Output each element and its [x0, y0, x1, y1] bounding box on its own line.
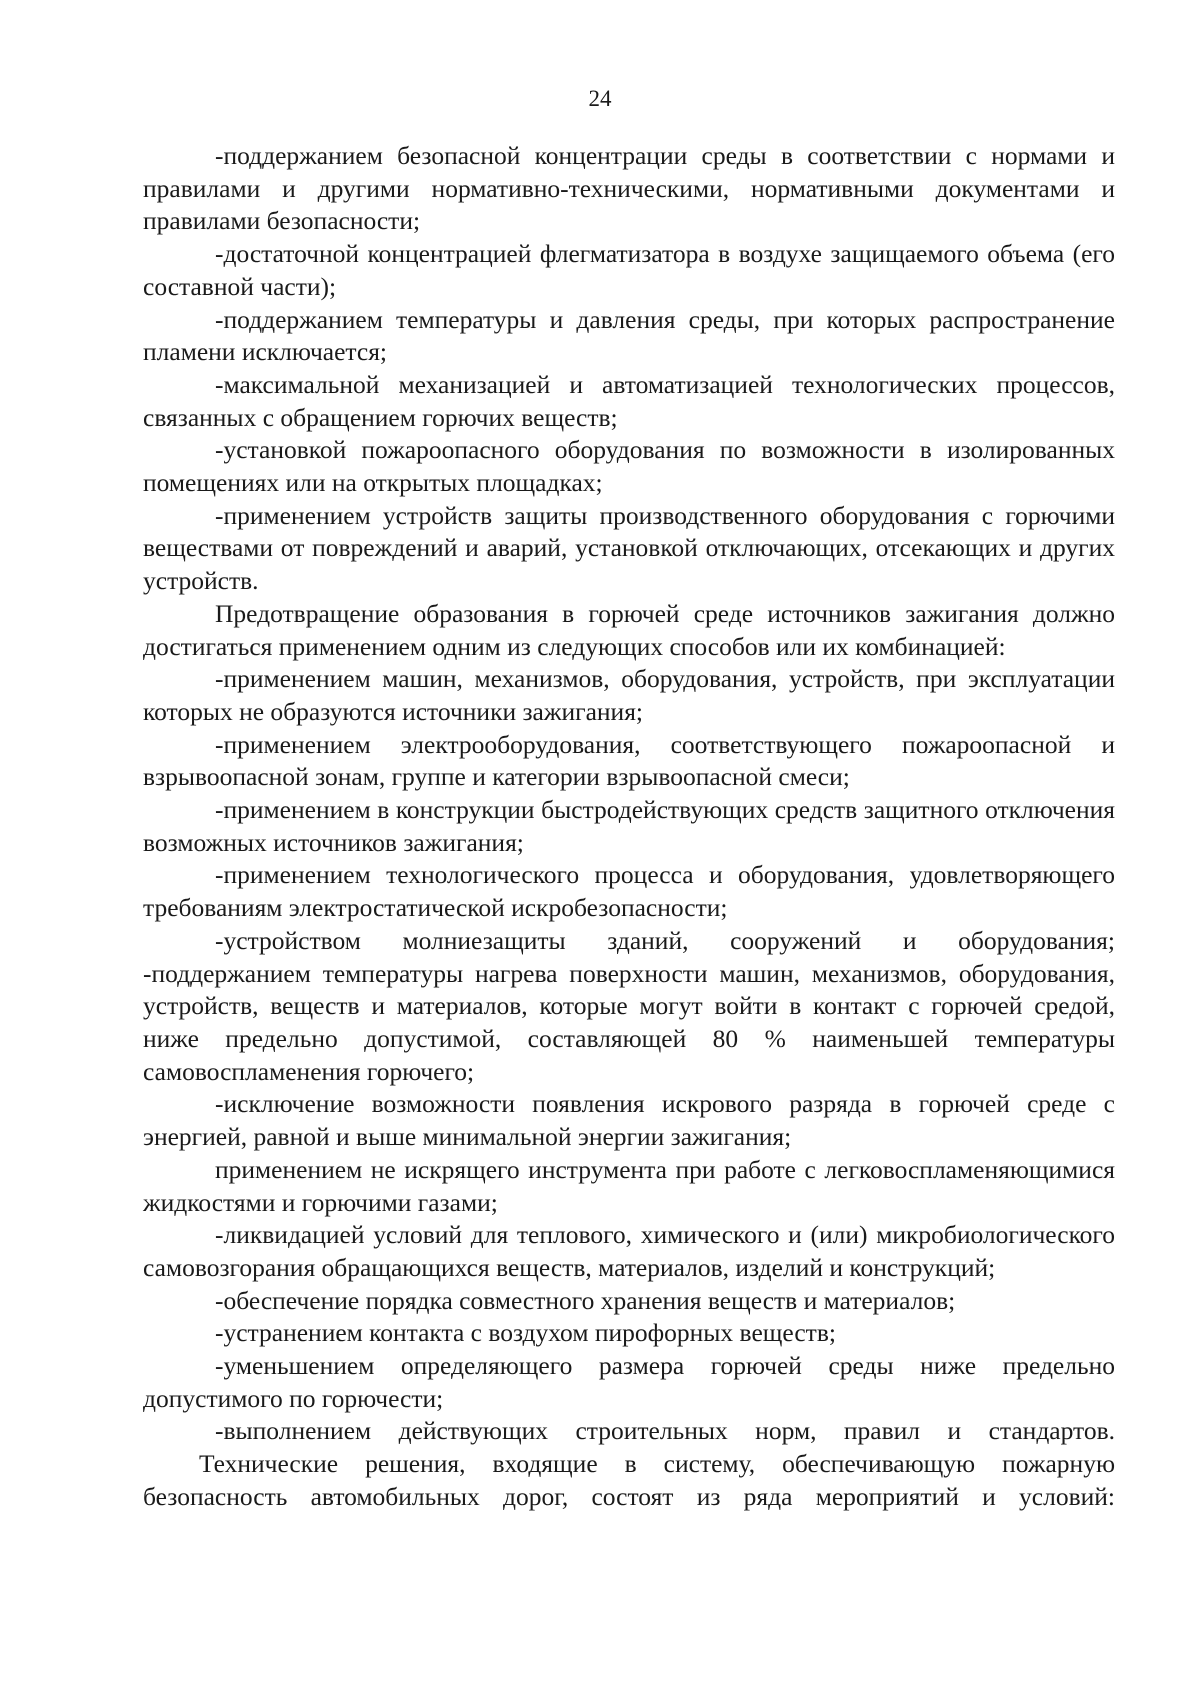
paragraph: -исключение возможности появления искрового разряда в горючей среде с энергией, равной и выше минимальной энергии зажигания;	[143, 1089, 1115, 1152]
paragraph: -поддержанием температуры нагрева поверхности машин, механизмов, оборудования, устройств, веществ и материалов, которые могут войти в контакт с горючей средой, ниже предельно допустимой, составляющей 80 % наименьшей температуры самовоспламенения горючего;	[143, 958, 1115, 1086]
paragraph: Предотвращение образования в горючей среде источников зажигания должно достигаться применением одним из следующих способов или их комбинацией:	[143, 598, 1115, 661]
paragraph: -достаточной концентрацией флегматизатора в воздухе защищаемого объема (его составной части);	[143, 239, 1115, 301]
paragraph: -применением в конструкции быстродействующих средств защитного отключения возможных источников зажигания;	[143, 795, 1115, 857]
paragraph: -поддержанием безопасной концентрации среды в соответствии с нормами и правилами и другими нормативно-техническими, нормативными документами и правилами безопасности;	[143, 141, 1115, 236]
paragraph: применением не искрящего инструмента при работе с легковоспламеняющимися жидкостями и горючими газами;	[143, 1154, 1115, 1217]
document-body	[143, 140, 1115, 1514]
paragraph: -обеспечение порядка совместного хранения веществ и материалов;	[215, 1285, 956, 1315]
paragraph: -установкой пожароопасного оборудования по возможности в изолированных помещениях или на открытых площадках;	[143, 435, 1115, 498]
paragraph: -применением устройств защиты производственного оборудования с горючими веществами от повреждений и аварий, установкой отключающих, отсекающих и других устройств.	[143, 500, 1115, 596]
paragraph: -применением технологического процесса и оборудования, удовлетворяющего требованиям электростатической искробезопасности;	[143, 860, 1115, 923]
paragraph: -максимальной механизацией и автоматизацией технологических процессов, связанных с обращением горючих веществ;	[143, 369, 1115, 432]
paragraph: -применением электрооборудования, соответствующего пожароопасной и взрывоопасной зонам, группе и категории взрывоопасной смеси;	[143, 729, 1115, 792]
paragraph: -применением машин, механизмов, оборудования, устройств, при эксплуатации которых не образуются источники зажигания;	[143, 664, 1115, 726]
paragraph: -устранением контакта с воздухом пирофорных веществ;	[215, 1318, 836, 1348]
paragraph: -поддержанием температуры и давления среды, при которых распространение пламени исключается;	[143, 304, 1115, 367]
paragraph: -уменьшением определяющего размера горючей среды ниже предельно допустимого по горючести;	[143, 1351, 1115, 1413]
paragraph: -ликвидацией условий для теплового, химического и (или) микробиологического самовозгорания обращающихся веществ, материалов, изделий и конструкций;	[143, 1220, 1115, 1282]
paragraph: -устройством молниезащиты зданий, сооружений и оборудования;	[215, 925, 1115, 955]
paragraph: Технические решения, входящие в систему, обеспечивающую пожарную безопасность автомобильных дорог, состоят из ряда мероприятий и условий:	[143, 1449, 1115, 1511]
paragraph: -выполнением действующих строительных норм, правил и стандартов.	[215, 1416, 1115, 1446]
page-number: 24	[588, 86, 612, 111]
